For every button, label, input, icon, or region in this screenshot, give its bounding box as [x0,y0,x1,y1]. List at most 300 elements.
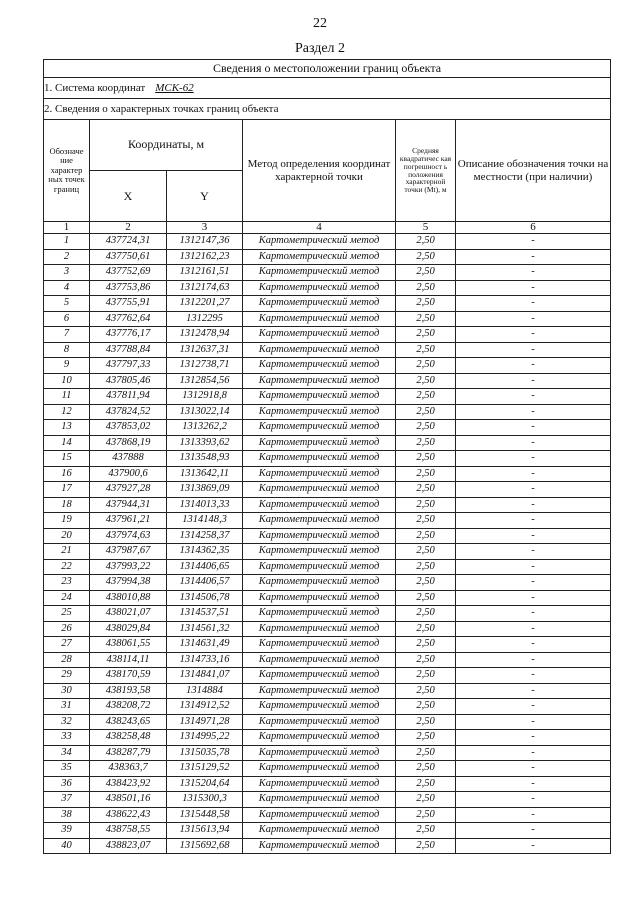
description: - [456,358,611,374]
description: - [456,528,611,544]
accuracy: 2,50 [396,296,456,312]
description: - [456,482,611,498]
point-number: 25 [44,606,90,622]
accuracy: 2,50 [396,559,456,575]
point-number: 15 [44,451,90,467]
accuracy: 2,50 [396,683,456,699]
accuracy: 2,50 [396,838,456,854]
coord-y: 1314406,57 [167,575,243,591]
table-row [44,389,611,405]
table-row [44,637,611,653]
method: Картометрический метод [243,342,396,358]
point-number: 18 [44,497,90,513]
table-row [44,528,611,544]
coord-x: 437805,46 [90,373,167,389]
coord-y: 1314631,49 [167,637,243,653]
column-number: 6 [456,222,611,234]
coord-y: 1312147,36 [167,234,243,250]
coord-y: 1312478,94 [167,327,243,343]
coord-y: 1315129,52 [167,761,243,777]
point-number: 10 [44,373,90,389]
coord-x: 438208,72 [90,699,167,715]
description: - [456,668,611,684]
coord-x: 438287,79 [90,745,167,761]
description: - [456,404,611,420]
coord-x: 438243,65 [90,714,167,730]
table-row [44,280,611,296]
accuracy: 2,50 [396,358,456,374]
coord-y: 1314537,51 [167,606,243,622]
point-number: 8 [44,342,90,358]
method: Картометрический метод [243,807,396,823]
table-row [44,621,611,637]
method: Картометрический метод [243,606,396,622]
coord-x: 437994,38 [90,575,167,591]
coord-x: 437944,31 [90,497,167,513]
accuracy: 2,50 [396,606,456,622]
table-row [44,714,611,730]
table-title: Сведения о местоположении границ объекта [44,60,611,78]
coord-y: 1314561,32 [167,621,243,637]
header-x: X [90,171,167,222]
point-number: 26 [44,621,90,637]
description: - [456,234,611,250]
coord-y: 1312738,71 [167,358,243,374]
method: Картометрический метод [243,776,396,792]
coord-x: 437993,22 [90,559,167,575]
accuracy: 2,50 [396,389,456,405]
accuracy: 2,50 [396,730,456,746]
description: - [456,513,611,529]
table-row [44,683,611,699]
description: - [456,327,611,343]
accuracy: 2,50 [396,590,456,606]
point-number: 39 [44,823,90,839]
coord-x: 437900,6 [90,466,167,482]
accuracy: 2,50 [396,528,456,544]
points-heading: 2. Сведения о характерных точках границ объекта [44,99,611,120]
accuracy: 2,50 [396,792,456,808]
point-number: 31 [44,699,90,715]
method: Картометрический метод [243,497,396,513]
method: Картометрический метод [243,838,396,854]
point-number: 35 [44,761,90,777]
method: Картометрический метод [243,528,396,544]
point-number: 1 [44,234,90,250]
point-number: 20 [44,528,90,544]
coord-y: 1314841,07 [167,668,243,684]
table-row [44,311,611,327]
coord-y: 1312854,56 [167,373,243,389]
accuracy: 2,50 [396,621,456,637]
description: - [456,714,611,730]
coord-x: 437868,19 [90,435,167,451]
table-row [44,420,611,436]
description: - [456,420,611,436]
method: Картометрический метод [243,668,396,684]
description: - [456,683,611,699]
point-number: 29 [44,668,90,684]
accuracy: 2,50 [396,249,456,265]
method: Картометрический метод [243,544,396,560]
point-number: 14 [44,435,90,451]
point-number: 21 [44,544,90,560]
point-number: 13 [44,420,90,436]
point-number: 12 [44,404,90,420]
method: Картометрический метод [243,249,396,265]
accuracy: 2,50 [396,807,456,823]
coord-y: 1314258,37 [167,528,243,544]
method: Картометрический метод [243,358,396,374]
coord-x: 438758,55 [90,823,167,839]
point-number: 34 [44,745,90,761]
description: - [456,311,611,327]
table-row [44,327,611,343]
point-number: 7 [44,327,90,343]
description: - [456,730,611,746]
column-number: 3 [167,222,243,234]
coord-y: 1315204,64 [167,776,243,792]
coord-y: 1315300,3 [167,792,243,808]
description: - [456,621,611,637]
accuracy: 2,50 [396,637,456,653]
description: - [456,761,611,777]
point-number: 5 [44,296,90,312]
method: Картометрический метод [243,683,396,699]
table-row [44,699,611,715]
table-row [44,652,611,668]
coord-x: 438423,92 [90,776,167,792]
coord-y: 1313548,93 [167,451,243,467]
coordinate-system-label: 1. Система координат [44,82,146,94]
column-number: 2 [90,222,167,234]
coord-y: 1314362,35 [167,544,243,560]
method: Картометрический метод [243,389,396,405]
table-row [44,404,611,420]
accuracy: 2,50 [396,311,456,327]
coord-x: 437888 [90,451,167,467]
boundary-points-table [43,59,611,854]
method: Картометрический метод [243,730,396,746]
method: Картометрический метод [243,234,396,250]
description: - [456,652,611,668]
coord-x: 438029,84 [90,621,167,637]
coord-x: 438258,48 [90,730,167,746]
column-numbers-row [44,222,611,234]
table-row [44,792,611,808]
method: Картометрический метод [243,575,396,591]
table-row [44,776,611,792]
table-row [44,544,611,560]
header-y: Y [167,171,243,222]
method: Картометрический метод [243,373,396,389]
table-row [44,296,611,312]
accuracy: 2,50 [396,745,456,761]
column-number: 1 [44,222,90,234]
method: Картометрический метод [243,296,396,312]
accuracy: 2,50 [396,373,456,389]
description: - [456,776,611,792]
point-number: 36 [44,776,90,792]
point-number: 3 [44,265,90,281]
coordinate-system-row [44,78,611,99]
coord-y: 1312637,31 [167,342,243,358]
description: - [456,296,611,312]
coord-x: 437755,91 [90,296,167,312]
description: - [456,342,611,358]
method: Картометрический метод [243,311,396,327]
accuracy: 2,50 [396,451,456,467]
accuracy: 2,50 [396,714,456,730]
point-number: 19 [44,513,90,529]
coord-x: 437776,17 [90,327,167,343]
accuracy: 2,50 [396,823,456,839]
table-row [44,513,611,529]
point-number: 27 [44,637,90,653]
coord-x: 437788,84 [90,342,167,358]
coord-y: 1314148,3 [167,513,243,529]
accuracy: 2,50 [396,575,456,591]
coord-y: 1314884 [167,683,243,699]
method: Картометрический метод [243,482,396,498]
accuracy: 2,50 [396,404,456,420]
description: - [456,466,611,482]
method: Картометрический метод [243,590,396,606]
method: Картометрический метод [243,435,396,451]
coord-x: 437927,28 [90,482,167,498]
description: - [456,590,611,606]
point-number: 16 [44,466,90,482]
coord-y: 1315692,68 [167,838,243,854]
table-row [44,265,611,281]
point-number: 4 [44,280,90,296]
method: Картометрический метод [243,792,396,808]
coord-y: 1314995,22 [167,730,243,746]
coord-x: 437853,02 [90,420,167,436]
table-row [44,761,611,777]
coord-x: 437762,64 [90,311,167,327]
coord-y: 1313869,09 [167,482,243,498]
accuracy: 2,50 [396,513,456,529]
coord-x: 438622,43 [90,807,167,823]
description: - [456,280,611,296]
coord-x: 437752,69 [90,265,167,281]
table-row [44,435,611,451]
coord-y: 1314971,28 [167,714,243,730]
method: Картометрический метод [243,699,396,715]
table-row [44,590,611,606]
header-method: Метод определения координат характерной точки [243,120,396,222]
method: Картометрический метод [243,745,396,761]
point-number: 28 [44,652,90,668]
table-row [44,606,611,622]
method: Картометрический метод [243,637,396,653]
table-row [44,342,611,358]
header-accuracy: Средняя квадратичес кая погрешност ь положения характерной точки (Mt), м [396,120,456,222]
table-row [44,451,611,467]
coord-y: 1314406,65 [167,559,243,575]
coord-x: 437987,67 [90,544,167,560]
coord-y: 1315035,78 [167,745,243,761]
coord-y: 1314733,16 [167,652,243,668]
table-row [44,482,611,498]
coord-y: 1312161,51 [167,265,243,281]
table-row [44,823,611,839]
accuracy: 2,50 [396,234,456,250]
description: - [456,249,611,265]
coord-y: 1313642,11 [167,466,243,482]
point-number: 2 [44,249,90,265]
method: Картометрический метод [243,420,396,436]
point-number: 40 [44,838,90,854]
point-number: 38 [44,807,90,823]
coord-y: 1314013,33 [167,497,243,513]
coord-x: 437797,33 [90,358,167,374]
description: - [456,838,611,854]
table-row [44,807,611,823]
coord-x: 438501,16 [90,792,167,808]
coord-x: 437750,61 [90,249,167,265]
method: Картометрический метод [243,466,396,482]
coord-x: 437961,21 [90,513,167,529]
accuracy: 2,50 [396,652,456,668]
method: Картометрический метод [243,652,396,668]
table-row [44,358,611,374]
method: Картометрический метод [243,559,396,575]
description: - [456,265,611,281]
description: - [456,373,611,389]
accuracy: 2,50 [396,699,456,715]
table-row [44,838,611,854]
point-number: 6 [44,311,90,327]
method: Картометрический метод [243,404,396,420]
coord-x: 438170,59 [90,668,167,684]
description: - [456,451,611,467]
header-description: Описание обозначения точки на местности (при наличии) [456,120,611,222]
accuracy: 2,50 [396,497,456,513]
coord-y: 1312201,27 [167,296,243,312]
coord-y: 1313393,62 [167,435,243,451]
coord-y: 1315613,94 [167,823,243,839]
table-row [44,575,611,591]
coord-x: 438823,07 [90,838,167,854]
accuracy: 2,50 [396,420,456,436]
accuracy: 2,50 [396,342,456,358]
accuracy: 2,50 [396,280,456,296]
point-number: 11 [44,389,90,405]
coord-x: 437824,52 [90,404,167,420]
accuracy: 2,50 [396,668,456,684]
table-row [44,745,611,761]
point-number: 23 [44,575,90,591]
table-row [44,466,611,482]
coord-x: 438363,7 [90,761,167,777]
page-number: 22 [313,16,327,31]
method: Картометрический метод [243,327,396,343]
column-number: 5 [396,222,456,234]
table-row [44,668,611,684]
table-row [44,234,611,250]
accuracy: 2,50 [396,776,456,792]
accuracy: 2,50 [396,466,456,482]
coord-y: 1312174,63 [167,280,243,296]
accuracy: 2,50 [396,482,456,498]
coord-x: 438114,11 [90,652,167,668]
method: Картометрический метод [243,280,396,296]
description: - [456,745,611,761]
column-number: 4 [243,222,396,234]
description: - [456,792,611,808]
coord-y: 1312162,23 [167,249,243,265]
description: - [456,575,611,591]
coord-y: 1314912,52 [167,699,243,715]
description: - [456,823,611,839]
coord-x: 437753,86 [90,280,167,296]
point-number: 17 [44,482,90,498]
coord-y: 1312918,8 [167,389,243,405]
point-number: 30 [44,683,90,699]
method: Картометрический метод [243,513,396,529]
header-designation: Обозначе ние характер ных точек границ [44,120,90,222]
point-number: 24 [44,590,90,606]
table-row [44,249,611,265]
description: - [456,435,611,451]
coord-x: 437974,63 [90,528,167,544]
description: - [456,544,611,560]
accuracy: 2,50 [396,265,456,281]
accuracy: 2,50 [396,761,456,777]
point-number: 9 [44,358,90,374]
method: Картометрический метод [243,451,396,467]
coordinate-system-value: МСК-62 [155,82,194,94]
method: Картометрический метод [243,621,396,637]
description: - [456,497,611,513]
point-number: 32 [44,714,90,730]
coord-y: 1315448,58 [167,807,243,823]
point-number: 37 [44,792,90,808]
coord-x: 438061,55 [90,637,167,653]
description: - [456,699,611,715]
method: Картометрический метод [243,265,396,281]
coord-x: 437811,94 [90,389,167,405]
method: Картометрический метод [243,761,396,777]
section-title: Раздел 2 [294,41,346,56]
table-row [44,497,611,513]
table-row [44,559,611,575]
point-number: 33 [44,730,90,746]
coord-x: 438193,58 [90,683,167,699]
coord-y: 1314506,78 [167,590,243,606]
method: Картометрический метод [243,823,396,839]
description: - [456,389,611,405]
coord-x: 438021,07 [90,606,167,622]
coord-y: 1313262,2 [167,420,243,436]
accuracy: 2,50 [396,435,456,451]
header-coordinates: Координаты, м [90,120,243,171]
coord-y: 1312295 [167,311,243,327]
table-row [44,730,611,746]
point-number: 22 [44,559,90,575]
description: - [456,606,611,622]
coord-x: 438010,88 [90,590,167,606]
accuracy: 2,50 [396,327,456,343]
table-row [44,373,611,389]
description: - [456,637,611,653]
coord-x: 437724,31 [90,234,167,250]
description: - [456,807,611,823]
method: Картометрический метод [243,714,396,730]
coord-y: 1313022,14 [167,404,243,420]
